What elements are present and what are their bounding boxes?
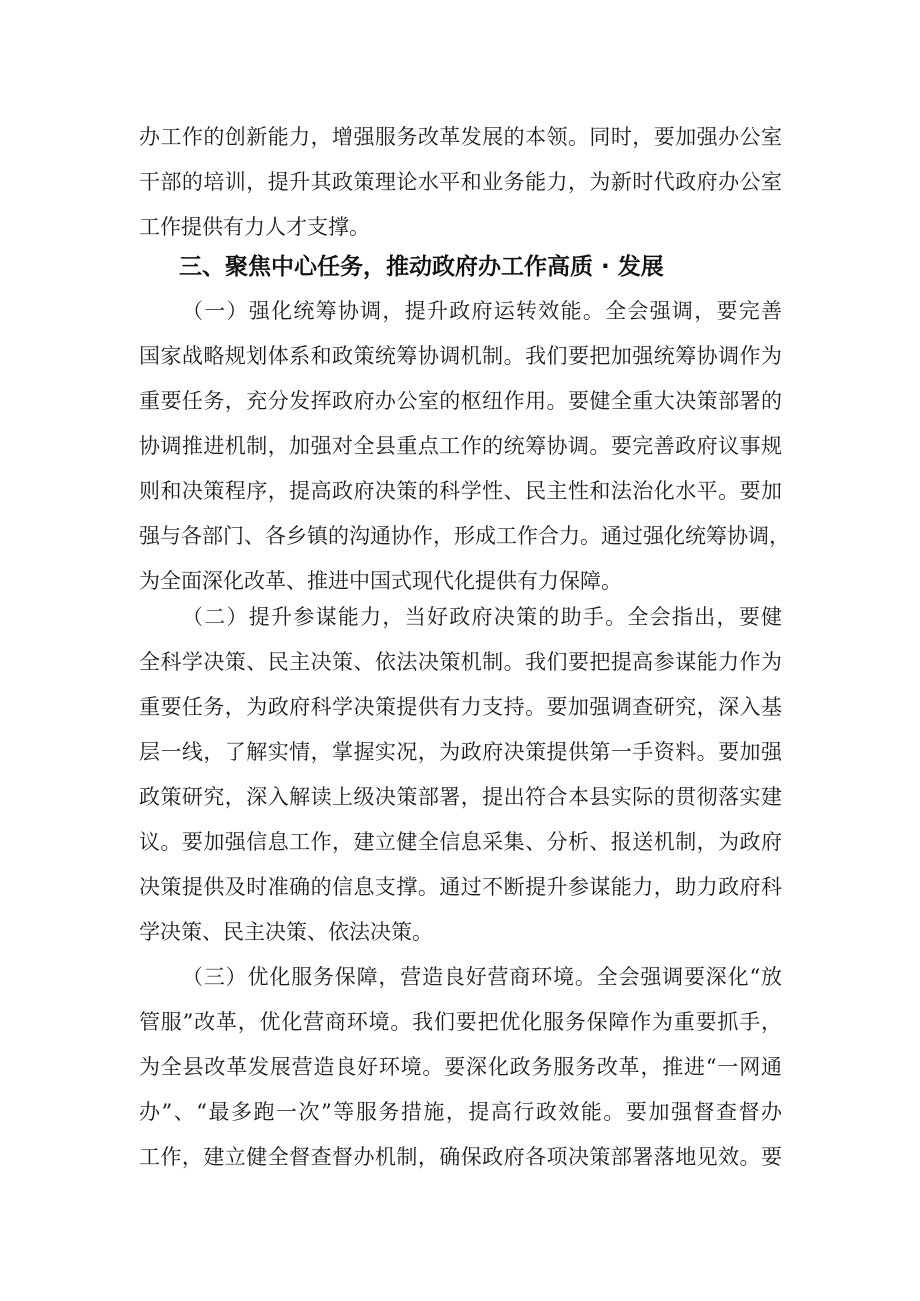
paragraph-line: 决策提供及时准确的信息支撑。通过不断提升参谋能力，助力政府科 bbox=[139, 875, 782, 899]
paragraph-line: 办”、“最多跑一次”等服务措施，提高行政效能。要加强督查督办 bbox=[139, 1100, 782, 1124]
intro-line: 干部的培训，提升其政策理论水平和业务能力，为新时代政府办公室 bbox=[139, 170, 782, 194]
paragraph-line: 工作，建立健全督查督办机制，确保政府各项决策部署落地见效。要 bbox=[139, 1145, 782, 1169]
paragraph-line: 国家战略规划体系和政策统筹协调机制。我们要把加强统筹协调作为 bbox=[139, 344, 782, 368]
intro-line: 工作提供有力人才支撑。 bbox=[139, 215, 370, 239]
paragraph-line: （二）提升参谋能力，当好政府决策的助手。全会指出，要健 bbox=[182, 605, 782, 629]
paragraph-line: 重要任务，充分发挥政府办公室的枢纽作用。要健全重大决策部署的 bbox=[139, 389, 782, 413]
paragraph-line: （一）强化统筹协调，提升政府运转效能。全会强调，要完善 bbox=[182, 299, 782, 323]
section-heading: 三、聚焦中心任务，推动政府办工作高质 · 发展 bbox=[179, 254, 664, 280]
paragraph-line: 政策研究，深入解读上级决策部署，提出符合本县实际的贯彻落实建 bbox=[139, 785, 782, 809]
paragraph-line: 为全县改革发展营造良好环境。要深化政务服务改革，推进“一网通 bbox=[139, 1055, 782, 1079]
paragraph-line: （三）优化服务保障，营造良好营商环境。全会强调要深化“放 bbox=[182, 965, 782, 989]
paragraph-line: 学决策、民主决策、依法决策。 bbox=[139, 920, 433, 944]
paragraph-line: 层一线，了解实情，掌握实况，为政府决策提供第一手资料。要加强 bbox=[139, 740, 782, 764]
paragraph-line: 议。要加强信息工作，建立健全信息采集、分析、报送机制，为政府 bbox=[139, 830, 782, 854]
paragraph-line: 管服”改革，优化营商环境。我们要把优化服务保障作为重要抓手， bbox=[139, 1010, 782, 1034]
paragraph-line: 协调推进机制，加强对全县重点工作的统筹协调。要完善政府议事规 bbox=[139, 434, 782, 458]
paragraph-line: 则和决策程序，提高政府决策的科学性、民主性和法治化水平。要加 bbox=[139, 479, 782, 503]
intro-line: 办工作的创新能力，增强服务改革发展的本领。同时，要加强办公室 bbox=[139, 125, 782, 149]
paragraph-line: 为全面深化改革、推进中国式现代化提供有力保障。 bbox=[139, 569, 622, 593]
paragraph-line: 强与各部门、各乡镇的沟通协作，形成工作合力。通过强化统筹协调， bbox=[139, 524, 790, 548]
paragraph-line: 重要任务，为政府科学决策提供有力支持。要加强调查研究，深入基 bbox=[139, 695, 782, 719]
paragraph-line: 全科学决策、民主决策、依法决策机制。我们要把提高参谋能力作为 bbox=[139, 650, 782, 674]
